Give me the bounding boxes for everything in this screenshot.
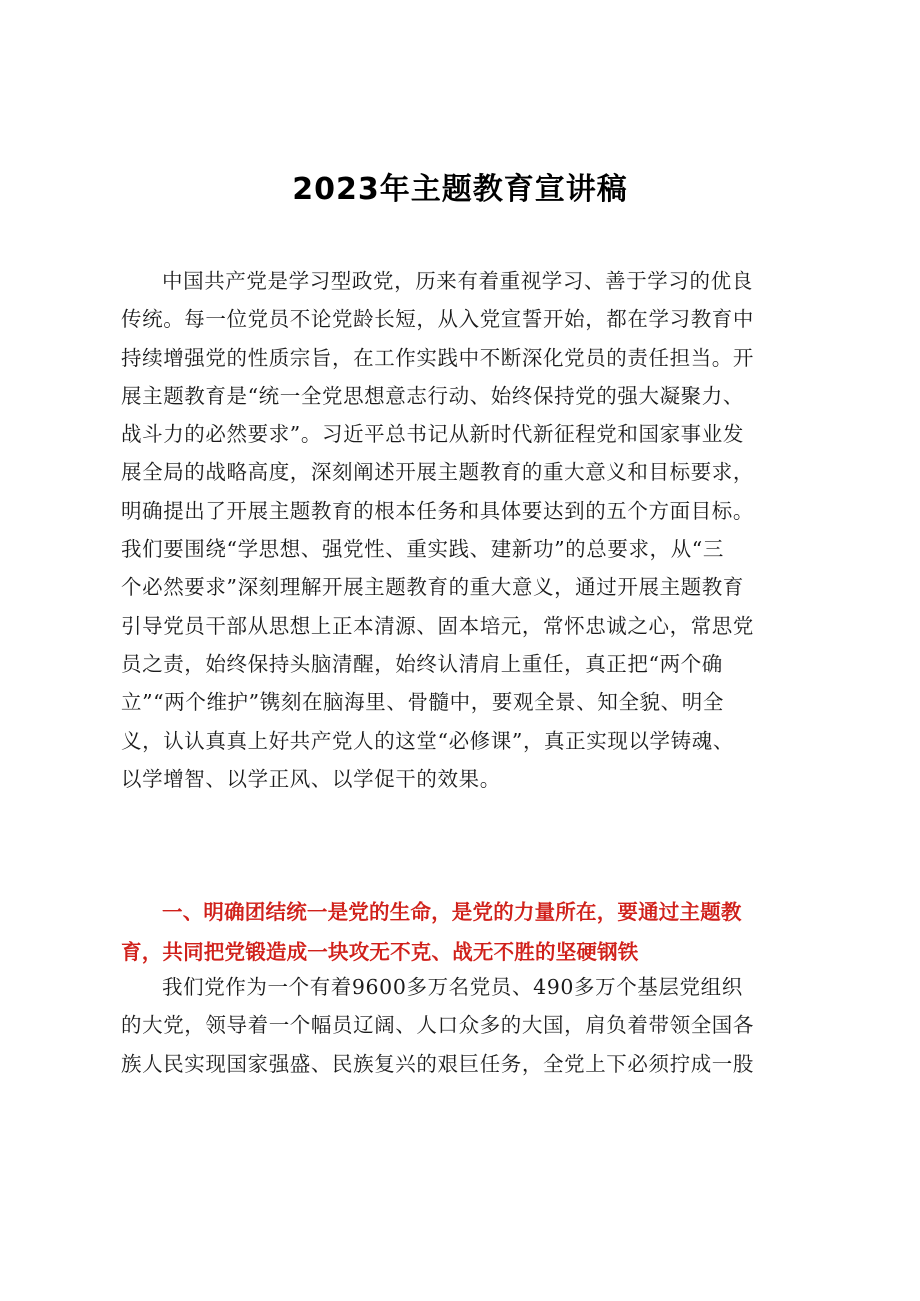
- paragraph-line: 传统。每一位党员不论党龄长短，从入党宣誓开始，都在学习教育中: [121, 307, 754, 332]
- paragraph-line: 义，认认真真上好共产党人的这堂“必修课”，真正实现以学铸魂、: [121, 728, 734, 753]
- paragraph-2: [121, 968, 821, 1083]
- paragraph-line: 族人民实现国家强盛、民族复兴的艰巨任务，全党上下必须拧成一股: [121, 1051, 754, 1076]
- heading-line: 育，共同把党锻造成一块攻无不克、战无不胜的坚硬钢铁: [121, 940, 639, 964]
- paragraph-line: 个必然要求”深刻理解开展主题教育的重大意义，通过开展主题教育: [121, 575, 744, 600]
- paragraph-line: 展全局的战略高度，深刻阐述开展主题教育的重大意义和目标要求，: [121, 460, 754, 485]
- document-title: 2023年主题教育宣讲稿: [292, 172, 628, 207]
- paragraph-1: [121, 262, 821, 798]
- paragraph-line: 我们要围绕“学思想、强党性、重实践、建新功”的总要求，从“三: [121, 537, 724, 562]
- paragraph-line: 战斗力的必然要求”。习近平总书记从新时代新征程党和国家事业发: [121, 422, 744, 447]
- paragraph-line: 我们党作为一个有着9600多万名党员、490多万个基层党组织: [162, 975, 743, 999]
- heading-line: 一、明确团结统一是党的生命，是党的力量所在，要通过主题教: [162, 900, 742, 924]
- paragraph-line: 展主题教育是“统一全党思想意志行动、始终保持党的强大凝聚力、: [121, 383, 744, 408]
- section-heading-1: [121, 892, 821, 972]
- paragraph-line: 员之责，始终保持头脑清醒，始终认清肩上重任，真正把“两个确: [121, 651, 723, 676]
- paragraph-line: 明确提出了开展主题教育的根本任务和具体要达到的五个方面目标。: [121, 498, 754, 523]
- paragraph-line: 引导党员干部从思想上正本清源、固本培元，常怀忠诚之心，常思党: [121, 613, 754, 638]
- paragraph-line: 的大党，领导着一个幅员辽阔、人口众多的大国，肩负着带领全国各: [121, 1013, 754, 1038]
- paragraph-line: 立”“两个维护”镌刻在脑海里、骨髓中，要观全景、知全貌、明全: [121, 690, 724, 715]
- paragraph-line: 中国共产党是学习型政党，历来有着重视学习、善于学习的优良: [162, 269, 753, 293]
- paragraph-line: 持续增强党的性质宗旨，在工作实践中不断深化党员的责任担当。开: [121, 345, 754, 370]
- paragraph-line: 以学增智、以学正风、以学促干的效果。: [121, 766, 501, 791]
